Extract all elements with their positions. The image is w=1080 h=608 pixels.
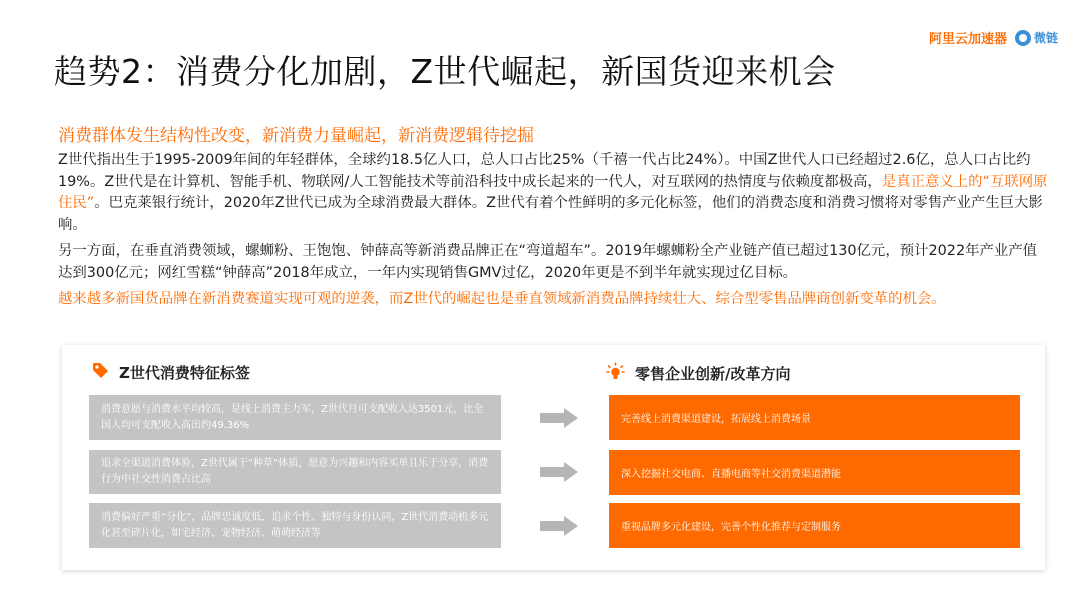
right-arrow-icon <box>540 516 578 536</box>
brand-logos <box>929 28 1058 47</box>
lightbulb-icon <box>606 362 625 385</box>
weilian-logo-icon <box>1015 30 1031 46</box>
body-text <box>58 150 1048 316</box>
left-column-header <box>92 362 250 383</box>
paragraph-1 <box>58 150 1048 236</box>
right-arrow-icon <box>540 408 578 428</box>
tag-icon <box>92 362 109 383</box>
z-feature-box-2: 追求全渠道消费体验，Z世代属于“种草”体质，愿意为兴趣和内容买单且乐于分享，消费行为中社交性消费占比高 <box>89 450 501 494</box>
paragraph-1-highlight: 是真正意义上的“互联网原住民” <box>58 173 1048 211</box>
paragraph-2: 另一方面，在垂直消费领域，螺蛳粉、王饱饱、钟薛高等新消费品牌正在“弯道超车”。2019年螺蛳粉全产业链产值已超过130亿元，预计2022年产业产值达到300亿元；网红雪糕“钟薛高”2018年成立，一年内实现销售GMV过亿，2020年更是不到半年就实现过亿目标。 <box>58 243 1038 281</box>
aliyun-accelerator-logo: 阿里云加速器 <box>928 32 1007 47</box>
weilian-logo-text: 微链 <box>1033 31 1058 45</box>
z-feature-box-3: 消费偏好严重“分化”，品牌忠诚度低，追求个性、独特与身份认同，Z世代消费动机多元化甚至碎片化，如宅经济、宠物经济、萌萌经济等 <box>89 503 501 548</box>
retail-direction-box-2: 深入挖掘社交电商、直播电商等社交消费渠道潜能 <box>609 450 1020 495</box>
left-column-title: Z世代消费特征标签 <box>119 364 250 382</box>
right-column-header <box>606 362 790 385</box>
right-column-title: 零售企业创新/改革方向 <box>635 365 791 383</box>
weilian-logo <box>1015 29 1058 46</box>
section-subtitle: 消费群体发生结构性改变，新消费力量崛起，新消费逻辑待挖掘 <box>58 126 534 146</box>
right-arrow-icon <box>540 462 578 482</box>
paragraph-1-text-b: 。巴克莱银行统计，2020年Z世代已成为全球消费最大群体。Z世代有着个性鲜明的多元化标签，他们的消费态度和消费习惯将对零售产业产生巨大影响。 <box>58 195 1043 233</box>
z-feature-box-1: 消费意愿与消费水平均较高，是线上消费主力军，Z世代月可支配收入达3501元，比全国人均可支配收入高出约49.36% <box>89 395 501 440</box>
paragraph-1-text-a: Z世代指出生于1995-2009年间的年轻群体，全球约18.5亿人口，总人口占比25%（千禧一代占比24%）。中国Z世代人口已经超过2.6亿，总人口占比约19%。Z世代是在计算机、智能手机、物联网/人工智能技术等前沿科技中成长起来的一代人，对互联网的热情度与依赖度都极高， <box>58 152 1031 190</box>
paragraph-3-highlight: 越来越多新国货品牌在新消费赛道实现可观的逆袭，而Z世代的崛起也是垂直领域新消费品牌持续壮大、综合型零售品牌商创新变革的机会。 <box>58 291 946 307</box>
retail-direction-box-3: 重视品牌多元化建设，完善个性化推荐与定制服务 <box>609 503 1020 548</box>
page-title: 趋势2：消费分化加剧，Z世代崛起，新国货迎来机会 <box>54 52 836 91</box>
retail-direction-box-1: 完善线上消费渠道建设，拓展线上消费场景 <box>609 395 1020 440</box>
